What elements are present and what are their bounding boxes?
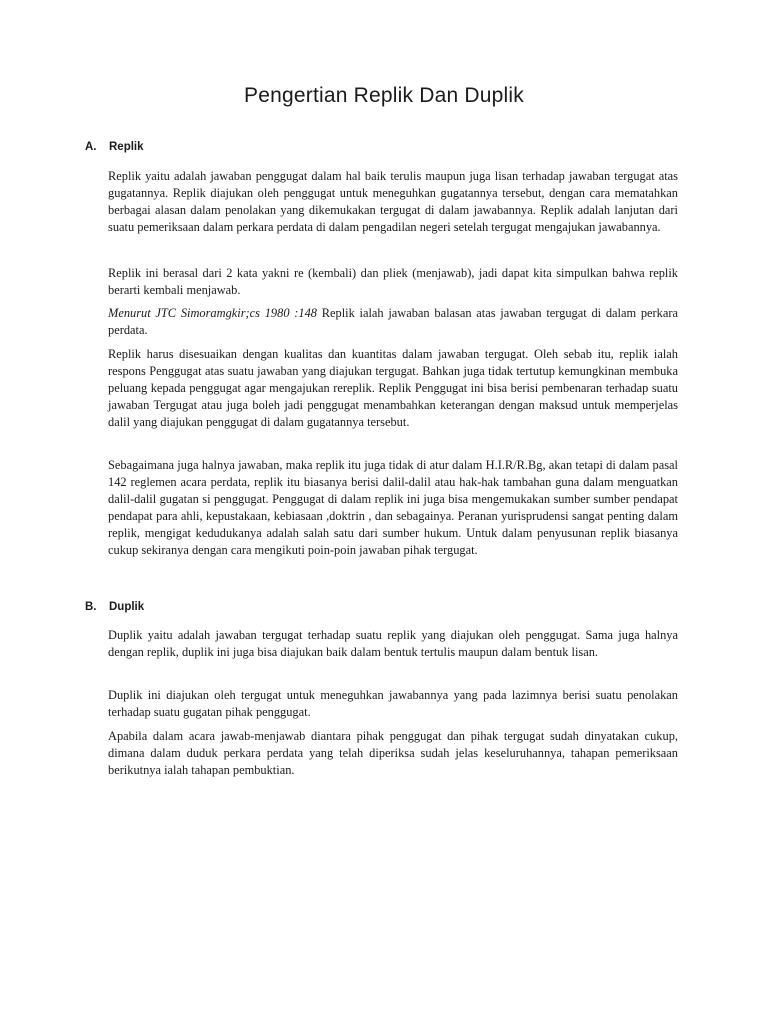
paragraph: Replik ini berasal dari 2 kata yakni re (kembali) dan pliek (menjawab), jadi dapat kita simpulkan bahwa replik berarti kembali menjawab. bbox=[108, 266, 678, 298]
paragraph: Sebagaimana juga halnya jawaban, maka replik itu juga tidak di atur dalam H.I.R/R.Bg, akan tetapi di dalam pasal 142 reglemen acara perdata, replik itu biasanya berisi dalil-dalil atau hak-hak tambahan guna dalam menguatkan dalil-dalil gugatan si penggugat. Penggugat di dalam replik ini juga bisa mengemukakan sumber sumber pendapat pendapat para ahli, kepustakaan, kebiasaan ,doktrin , dan sebagainya. Peranan yurisprudensi sangat penting dalam replik, mengigat kedudukanya adalah salah satu dari sumber hukum. Untuk dalam penyusunan replik biasanya cukup sekiranya dengan cara mengikuti poin-poin jawaban pihak tergugat. bbox=[108, 458, 678, 558]
paragraph: Apabila dalam acara jawab-menjawab diantara pihak penggugat dan pihak tergugat sudah dinyatakan cukup, dimana dalam duduk perkara perdata yang telah diperiksa sudah jelas keseluruhannya, tahapan pemeriksaan berikutnya ialah tahapan pembuktian. bbox=[108, 729, 678, 778]
quote-paragraph bbox=[108, 305, 678, 339]
paragraph: Replik harus disesuaikan dengan kualitas dan kuantitas dalam jawaban tergugat. Oleh sebab itu, replik ialah respons Penggugat atas suatu jawaban yang diajukan tergugat. Bahkan juga tidak tertutup kemungkinan membuka peluang kepada penggugat agar mengajukan rereplik. Replik Penggugat ini bisa berisi pembenaran terhadap suatu jawaban Tergugat atau juga boleh jadi penggugat menambahkan keterangan dengan maksud untuk memperjelas dalil yang diajukan penggugat di dalam gugatannya tersebut. bbox=[108, 347, 678, 430]
paragraph: Replik yaitu adalah jawaban penggugat dalam hal baik terulis maupun juga lisan terhadap jawaban tergugat atas gugatannya. Replik diajukan oleh penggugat untuk meneguhkan gugatannya tersebut, dengan cara mematahkan berbagai alasan dalam penolakan yang dikemukakan tergugat di dalam jawabannya. Replik adalah lanjutan dari suatu pemeriksaan dalam perkara perdata di dalam pengadilan negeri setelah tergugat mengajukan jawabannya. bbox=[108, 169, 678, 235]
paragraph: Duplik ini diajukan oleh tergugat untuk meneguhkan jawabannya yang pada lazimnya berisi suatu penolakan terhadap suatu gugatan pihak penggugat. bbox=[108, 688, 678, 720]
document-title: Pengertian Replik Dan Duplik bbox=[244, 84, 524, 107]
section-letter: B. bbox=[85, 601, 97, 613]
section-title: Replik bbox=[109, 141, 144, 153]
section-letter: A. bbox=[85, 141, 97, 153]
section-heading-replik bbox=[85, 141, 144, 153]
paragraph: Duplik yaitu adalah jawaban tergugat terhadap suatu replik yang diajukan oleh penggugat. Sama juga halnya dengan replik, duplik ini juga bisa diajukan baik dalam bentuk tertulis maupun dalam bentuk lisan. bbox=[108, 628, 678, 660]
quote-source: Menurut JTC Simoramgkir;cs 1980 :148 bbox=[108, 306, 317, 320]
quote-text: Replik ialah jawaban balasan atas jawaban tergugat di dalam perkara perdata. bbox=[108, 306, 679, 338]
section-heading-duplik bbox=[85, 601, 144, 613]
section-title: Duplik bbox=[109, 601, 145, 613]
